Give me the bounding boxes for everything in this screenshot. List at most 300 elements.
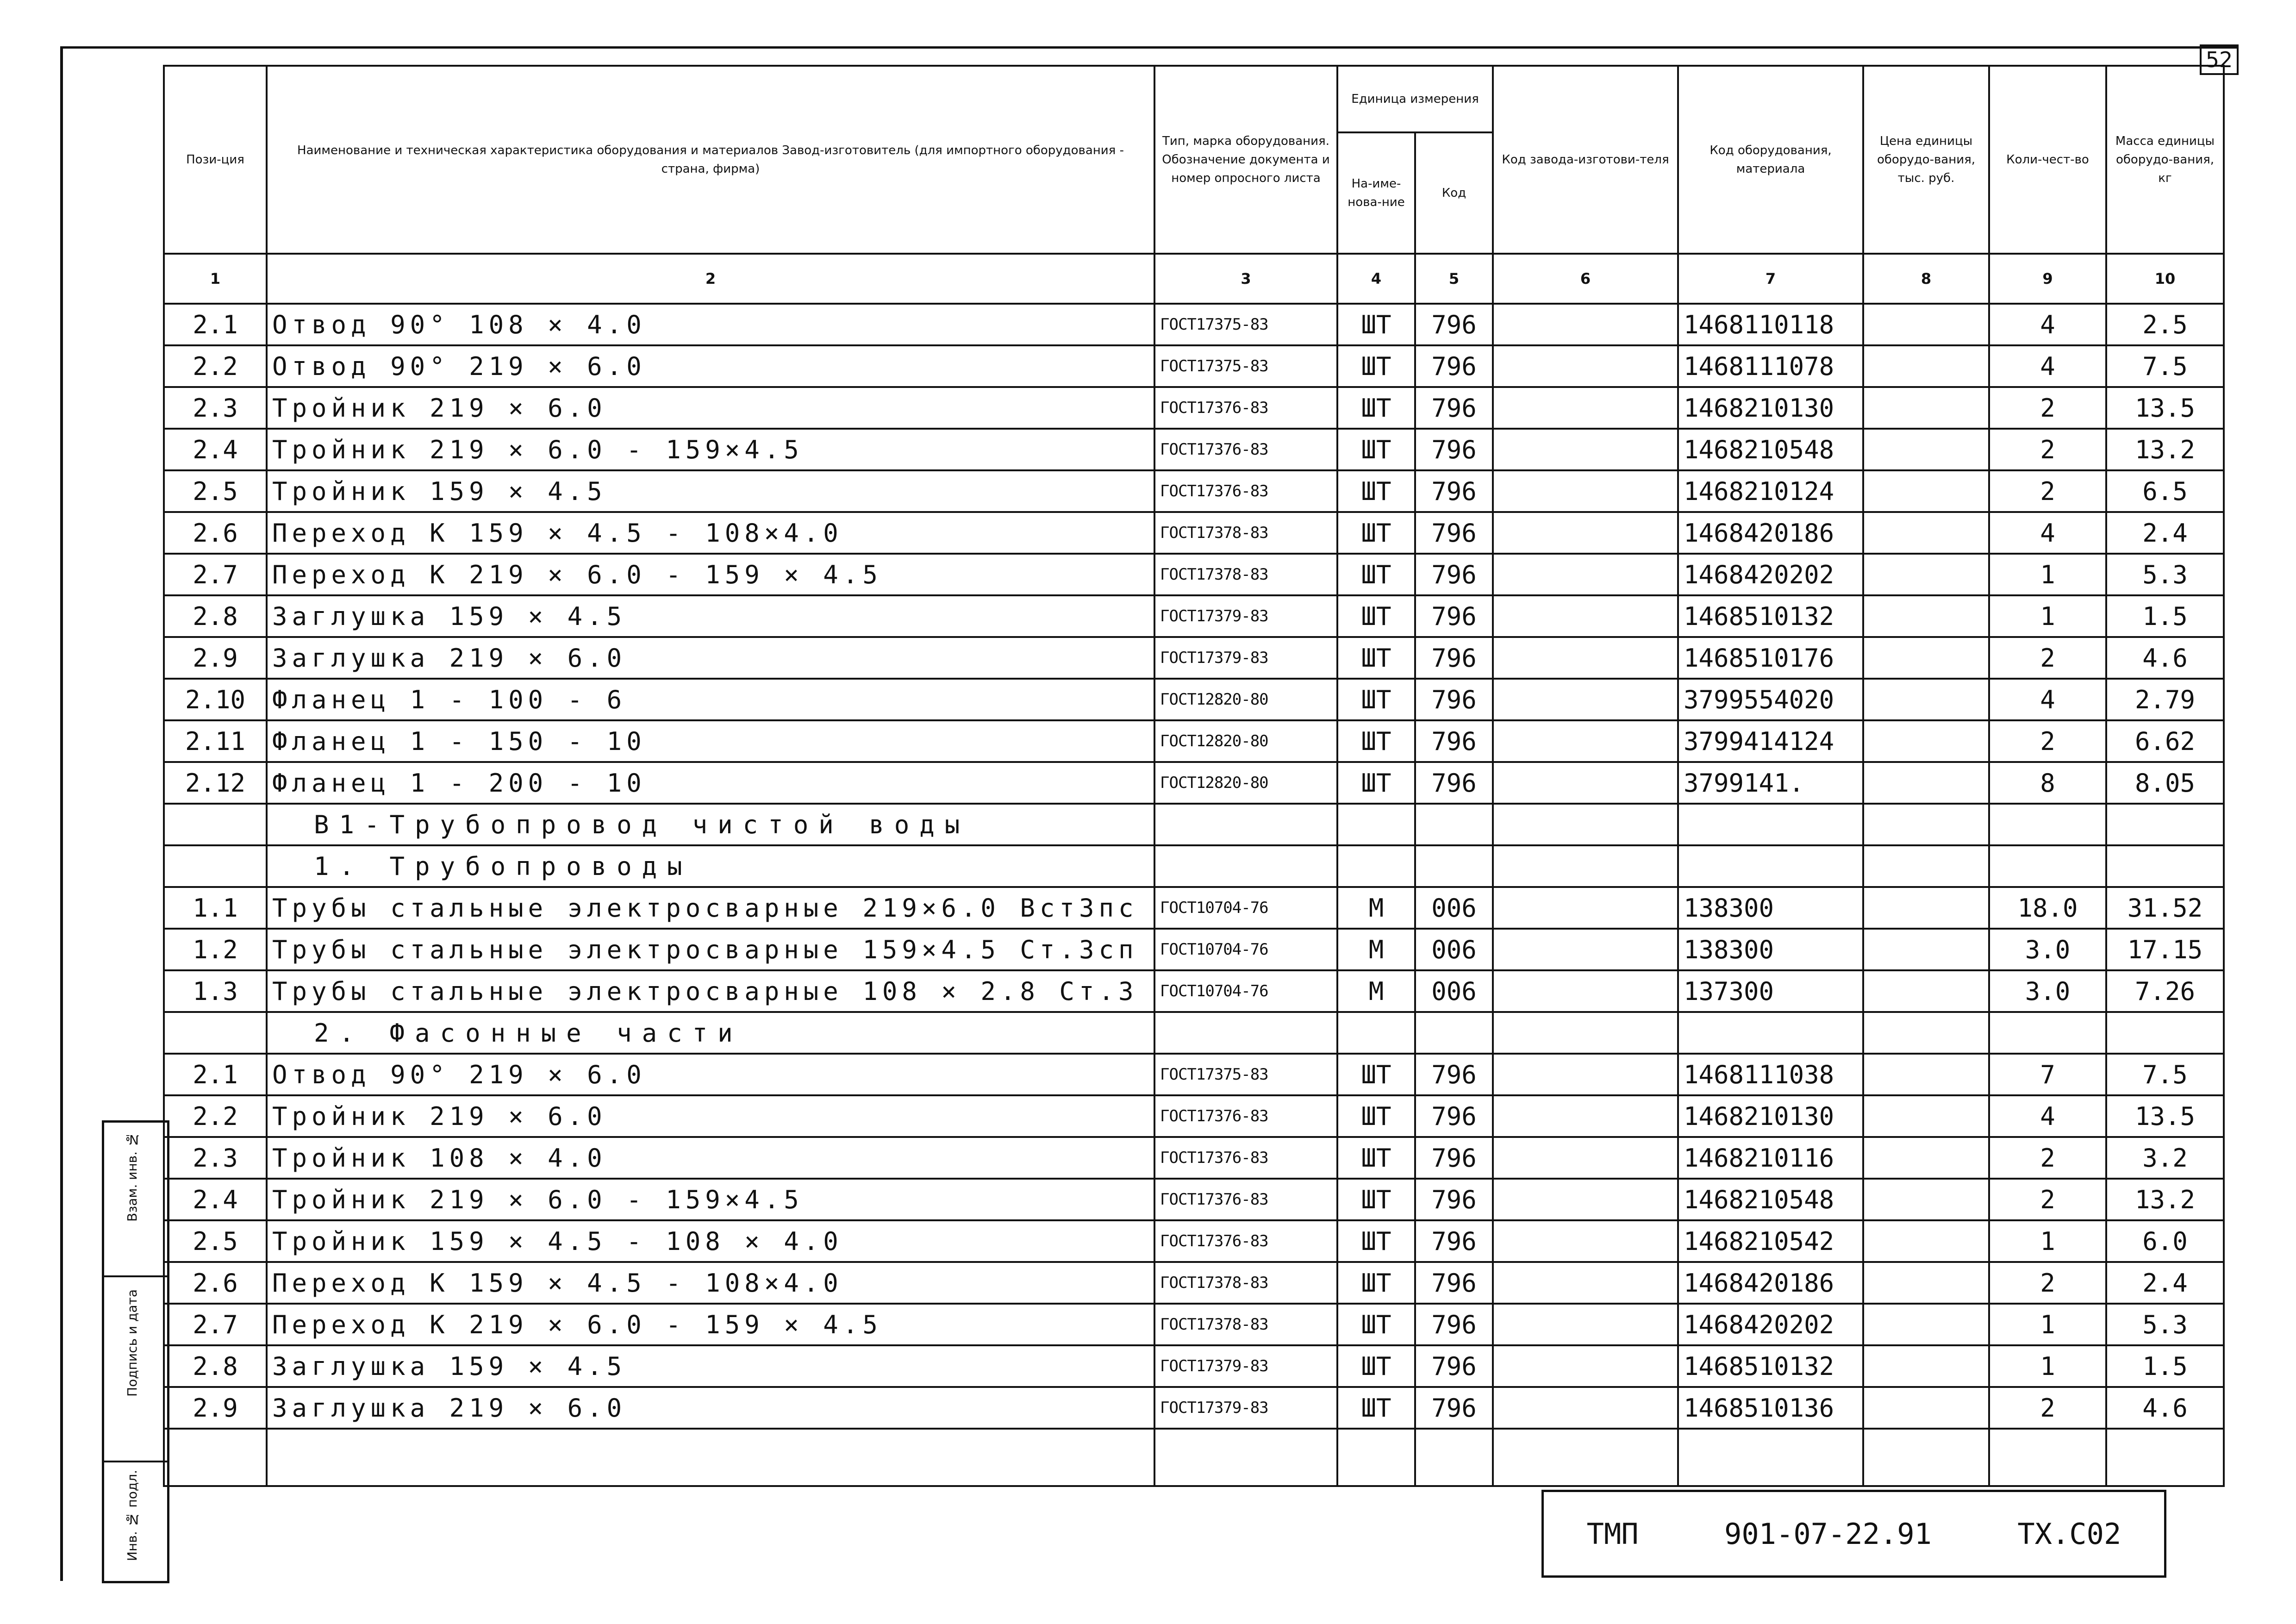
- cell-unit: [1337, 1012, 1415, 1054]
- cell-price: [1863, 1137, 1989, 1179]
- cell-equipment-code: 1468210130: [1678, 1095, 1863, 1137]
- cell-quantity: 4: [1989, 304, 2106, 345]
- cell-mass: 2.79: [2106, 679, 2224, 720]
- cell-equipment-code: 1468420202: [1678, 1304, 1863, 1345]
- cell-quantity: 2: [1989, 1387, 2106, 1429]
- cell-mass: 6.0: [2106, 1220, 2224, 1262]
- cell-quantity: 18.0: [1989, 887, 2106, 929]
- empty-cell: [1154, 1429, 1337, 1486]
- cell-name: Заглушка 159 × 4.5: [267, 1345, 1154, 1387]
- side-label-replaced: Взам. инв. №: [125, 1132, 140, 1222]
- cell-unit-code: [1415, 845, 1493, 887]
- col-number: 10: [2106, 254, 2224, 304]
- cell-position: 1.2: [164, 929, 267, 970]
- cell-position: 2.10: [164, 679, 267, 720]
- empty-cell: [164, 1429, 267, 1486]
- cell-equipment-code: 3799141.: [1678, 762, 1863, 804]
- cell-maker-code: [1493, 929, 1678, 970]
- cell-unit-code: [1415, 804, 1493, 845]
- cell-unit: ШТ: [1337, 679, 1415, 720]
- cell-maker-code: [1493, 1137, 1678, 1179]
- cell-unit-code: 796: [1415, 595, 1493, 637]
- cell-standard: ГОСТ17376-83: [1154, 387, 1337, 429]
- header-price: Цена единицы оборудо-вания, тыс. руб.: [1863, 66, 1989, 254]
- cell-price: [1863, 1220, 1989, 1262]
- table-row: [164, 1345, 2224, 1387]
- cell-name: Отвод 90° 108 × 4.0: [267, 304, 1154, 345]
- cell-unit: ШТ: [1337, 637, 1415, 679]
- cell-maker-code: [1493, 720, 1678, 762]
- cell-unit: М: [1337, 970, 1415, 1012]
- cell-unit-code: 796: [1415, 720, 1493, 762]
- cell-standard: ГОСТ17376-83: [1154, 1179, 1337, 1220]
- side-stamp: [102, 1120, 169, 1583]
- table-row: [164, 345, 2224, 387]
- cell-name: В1-Трубопровод чистой воды: [267, 804, 1154, 845]
- cell-unit: [1337, 804, 1415, 845]
- cell-price: [1863, 1054, 1989, 1095]
- cell-quantity: 2: [1989, 720, 2106, 762]
- cell-unit: ШТ: [1337, 1304, 1415, 1345]
- cell-unit: ШТ: [1337, 720, 1415, 762]
- cell-position: 2.6: [164, 1262, 267, 1304]
- cell-unit: ШТ: [1337, 1095, 1415, 1137]
- cell-equipment-code: 1468420186: [1678, 512, 1863, 554]
- cell-unit-code: 796: [1415, 387, 1493, 429]
- cell-standard: ГОСТ12820-80: [1154, 679, 1337, 720]
- cell-position: 2.3: [164, 1137, 267, 1179]
- table-row: [164, 845, 2224, 887]
- cell-position: 2.4: [164, 429, 267, 470]
- cell-unit: ШТ: [1337, 554, 1415, 595]
- cell-standard: ГОСТ17376-83: [1154, 1095, 1337, 1137]
- cell-price: [1863, 637, 1989, 679]
- cell-unit-code: 006: [1415, 929, 1493, 970]
- cell-quantity: 3.0: [1989, 970, 2106, 1012]
- cell-equipment-code: 1468210130: [1678, 387, 1863, 429]
- cell-equipment-code: 1468111078: [1678, 345, 1863, 387]
- col-number: 7: [1678, 254, 1863, 304]
- title-stamp: [1541, 1490, 2166, 1578]
- cell-unit-code: 796: [1415, 1387, 1493, 1429]
- cell-equipment-code: 1468210548: [1678, 1179, 1863, 1220]
- cell-standard: ГОСТ12820-80: [1154, 720, 1337, 762]
- cell-maker-code: [1493, 1054, 1678, 1095]
- cell-price: [1863, 470, 1989, 512]
- cell-unit: ШТ: [1337, 1137, 1415, 1179]
- cell-maker-code: [1493, 595, 1678, 637]
- cell-price: [1863, 887, 1989, 929]
- cell-mass: [2106, 1012, 2224, 1054]
- cell-quantity: 4: [1989, 512, 2106, 554]
- col-number: 3: [1154, 254, 1337, 304]
- cell-unit-code: 796: [1415, 1304, 1493, 1345]
- cell-unit: ШТ: [1337, 1179, 1415, 1220]
- cell-price: [1863, 679, 1989, 720]
- cell-unit-code: 796: [1415, 762, 1493, 804]
- column-number-row: [164, 254, 2224, 304]
- cell-quantity: 1: [1989, 595, 2106, 637]
- header-unit-name: На-име-нова-ние: [1337, 132, 1415, 254]
- cell-maker-code: [1493, 1095, 1678, 1137]
- cell-maker-code: [1493, 1220, 1678, 1262]
- cell-mass: 5.3: [2106, 1304, 2224, 1345]
- cell-maker-code: [1493, 970, 1678, 1012]
- cell-position: 2.6: [164, 512, 267, 554]
- cell-quantity: 1: [1989, 1220, 2106, 1262]
- cell-quantity: 2: [1989, 1179, 2106, 1220]
- cell-position: 2.7: [164, 1304, 267, 1345]
- cell-position: 1.3: [164, 970, 267, 1012]
- side-cell: [104, 1123, 167, 1277]
- cell-standard: ГОСТ10704-76: [1154, 929, 1337, 970]
- cell-position: 2.9: [164, 637, 267, 679]
- cell-unit-code: 796: [1415, 429, 1493, 470]
- cell-quantity: [1989, 804, 2106, 845]
- cell-quantity: 1: [1989, 554, 2106, 595]
- cell-maker-code: [1493, 637, 1678, 679]
- table-row: [164, 1387, 2224, 1429]
- table-row: [164, 1054, 2224, 1095]
- stamp-project: 901-07-22.91: [1724, 1517, 1932, 1551]
- cell-quantity: 3.0: [1989, 929, 2106, 970]
- side-cell: [104, 1275, 167, 1462]
- table-row: [164, 387, 2224, 429]
- cell-unit-code: 796: [1415, 1137, 1493, 1179]
- cell-price: [1863, 345, 1989, 387]
- page-number: 52: [2200, 44, 2239, 75]
- cell-quantity: 2: [1989, 429, 2106, 470]
- cell-standard: ГОСТ17379-83: [1154, 637, 1337, 679]
- cell-unit-code: [1415, 1012, 1493, 1054]
- cell-quantity: 2: [1989, 1262, 2106, 1304]
- cell-position: 2.12: [164, 762, 267, 804]
- cell-quantity: 2: [1989, 1137, 2106, 1179]
- cell-name: Тройник 159 × 4.5 - 108 × 4.0: [267, 1220, 1154, 1262]
- cell-mass: [2106, 845, 2224, 887]
- cell-unit-code: 796: [1415, 304, 1493, 345]
- cell-maker-code: [1493, 1387, 1678, 1429]
- side-label-inventory: Инв. № подл.: [125, 1470, 140, 1562]
- cell-name: Трубы стальные электросварные 159×4.5 Ст.3сп: [267, 929, 1154, 970]
- cell-price: [1863, 1095, 1989, 1137]
- cell-equipment-code: 1468210542: [1678, 1220, 1863, 1262]
- cell-equipment-code: [1678, 1012, 1863, 1054]
- cell-name: Переход К 219 × 6.0 - 159 × 4.5: [267, 554, 1154, 595]
- table-row: [164, 429, 2224, 470]
- empty-cell: [1678, 1429, 1863, 1486]
- cell-price: [1863, 970, 1989, 1012]
- cell-maker-code: [1493, 470, 1678, 512]
- cell-quantity: 4: [1989, 679, 2106, 720]
- cell-name: Трубы стальные электросварные 108 × 2.8 Ст.3: [267, 970, 1154, 1012]
- cell-price: [1863, 762, 1989, 804]
- header-name: Наименование и техническая характеристика оборудования и материалов Завод-изготовитель (для импортного оборудования - страна, фирма): [267, 66, 1154, 254]
- cell-price: [1863, 1345, 1989, 1387]
- cell-standard: ГОСТ12820-80: [1154, 762, 1337, 804]
- cell-unit-code: 796: [1415, 1179, 1493, 1220]
- cell-standard: ГОСТ10704-76: [1154, 970, 1337, 1012]
- cell-price: [1863, 929, 1989, 970]
- cell-standard: ГОСТ10704-76: [1154, 887, 1337, 929]
- cell-standard: ГОСТ17375-83: [1154, 1054, 1337, 1095]
- cell-name: Фланец 1 - 150 - 10: [267, 720, 1154, 762]
- cell-mass: 5.3: [2106, 554, 2224, 595]
- cell-maker-code: [1493, 1012, 1678, 1054]
- table-row: [164, 1012, 2224, 1054]
- cell-unit-code: 796: [1415, 554, 1493, 595]
- cell-price: [1863, 1012, 1989, 1054]
- header-mass: Масса единицы оборудо-вания, кг: [2106, 66, 2224, 254]
- table-row: [164, 720, 2224, 762]
- cell-price: [1863, 387, 1989, 429]
- cell-mass: 13.2: [2106, 429, 2224, 470]
- cell-unit: ШТ: [1337, 762, 1415, 804]
- cell-maker-code: [1493, 845, 1678, 887]
- cell-price: [1863, 304, 1989, 345]
- cell-name: Переход К 219 × 6.0 - 159 × 4.5: [267, 1304, 1154, 1345]
- cell-unit: ШТ: [1337, 512, 1415, 554]
- cell-quantity: 8: [1989, 762, 2106, 804]
- empty-cell: [1415, 1429, 1493, 1486]
- cell-mass: 3.2: [2106, 1137, 2224, 1179]
- header-row: [164, 66, 2224, 132]
- cell-position: 2.11: [164, 720, 267, 762]
- cell-standard: ГОСТ17378-83: [1154, 554, 1337, 595]
- cell-name: Тройник 108 × 4.0: [267, 1137, 1154, 1179]
- cell-maker-code: [1493, 1262, 1678, 1304]
- cell-mass: 31.52: [2106, 887, 2224, 929]
- cell-mass: 2.4: [2106, 512, 2224, 554]
- cell-unit-code: 796: [1415, 1095, 1493, 1137]
- cell-equipment-code: [1678, 804, 1863, 845]
- cell-maker-code: [1493, 512, 1678, 554]
- cell-unit: ШТ: [1337, 429, 1415, 470]
- cell-maker-code: [1493, 1304, 1678, 1345]
- table-body: [164, 304, 2224, 1486]
- header-qty: Коли-чест-во: [1989, 66, 2106, 254]
- cell-price: [1863, 845, 1989, 887]
- cell-equipment-code: 1468510132: [1678, 1345, 1863, 1387]
- cell-position: 2.2: [164, 1095, 267, 1137]
- cell-equipment-code: 1468420186: [1678, 1262, 1863, 1304]
- cell-maker-code: [1493, 429, 1678, 470]
- cell-unit: ШТ: [1337, 345, 1415, 387]
- cell-name: Тройник 219 × 6.0 - 159×4.5: [267, 1179, 1154, 1220]
- cell-unit-code: 796: [1415, 637, 1493, 679]
- cell-mass: 6.62: [2106, 720, 2224, 762]
- cell-maker-code: [1493, 887, 1678, 929]
- col-number: 9: [1989, 254, 2106, 304]
- cell-unit-code: 796: [1415, 1345, 1493, 1387]
- cell-unit-code: 796: [1415, 1220, 1493, 1262]
- cell-unit: [1337, 845, 1415, 887]
- cell-maker-code: [1493, 387, 1678, 429]
- table-row: [164, 1137, 2224, 1179]
- cell-position: 2.8: [164, 1345, 267, 1387]
- cell-standard: ГОСТ17379-83: [1154, 595, 1337, 637]
- cell-unit-code: 006: [1415, 887, 1493, 929]
- header-equip-code: Код оборудования, материала: [1678, 66, 1863, 254]
- cell-unit: М: [1337, 929, 1415, 970]
- cell-mass: 4.6: [2106, 1387, 2224, 1429]
- header-unit-code: Код: [1415, 132, 1493, 254]
- col-number: 5: [1415, 254, 1493, 304]
- header-unit-group: Единица измерения: [1337, 66, 1493, 132]
- empty-row: [164, 1429, 2224, 1486]
- cell-position: [164, 804, 267, 845]
- cell-name: Тройник 159 × 4.5: [267, 470, 1154, 512]
- cell-standard: ГОСТ17376-83: [1154, 1137, 1337, 1179]
- table-row: [164, 1179, 2224, 1220]
- table-row: [164, 804, 2224, 845]
- cell-mass: 6.5: [2106, 470, 2224, 512]
- cell-name: Отвод 90° 219 × 6.0: [267, 345, 1154, 387]
- col-number: 2: [267, 254, 1154, 304]
- cell-quantity: 2: [1989, 470, 2106, 512]
- cell-equipment-code: 1468111038: [1678, 1054, 1863, 1095]
- cell-name: Переход К 159 × 4.5 - 108×4.0: [267, 512, 1154, 554]
- cell-position: 2.2: [164, 345, 267, 387]
- cell-price: [1863, 720, 1989, 762]
- header-type: Тип, марка оборудования. Обозначение документа и номер опросного листа: [1154, 66, 1337, 254]
- cell-unit-code: 796: [1415, 1054, 1493, 1095]
- cell-unit-code: 796: [1415, 345, 1493, 387]
- cell-maker-code: [1493, 762, 1678, 804]
- table-row: [164, 887, 2224, 929]
- cell-standard: [1154, 1012, 1337, 1054]
- cell-position: 2.5: [164, 1220, 267, 1262]
- cell-quantity: 1: [1989, 1304, 2106, 1345]
- cell-maker-code: [1493, 345, 1678, 387]
- cell-equipment-code: 138300: [1678, 929, 1863, 970]
- cell-unit: М: [1337, 887, 1415, 929]
- cell-name: Заглушка 219 × 6.0: [267, 637, 1154, 679]
- table-row: [164, 304, 2224, 345]
- empty-cell: [1337, 1429, 1415, 1486]
- cell-name: Трубы стальные электросварные 219×6.0 Вст3пс: [267, 887, 1154, 929]
- empty-cell: [2106, 1429, 2224, 1486]
- cell-standard: ГОСТ17378-83: [1154, 1304, 1337, 1345]
- cell-unit-code: 796: [1415, 679, 1493, 720]
- cell-quantity: 2: [1989, 637, 2106, 679]
- cell-unit: ШТ: [1337, 1054, 1415, 1095]
- table-row: [164, 1220, 2224, 1262]
- cell-price: [1863, 1304, 1989, 1345]
- cell-quantity: [1989, 1012, 2106, 1054]
- cell-mass: 13.5: [2106, 387, 2224, 429]
- cell-unit: ШТ: [1337, 470, 1415, 512]
- table-row: [164, 1304, 2224, 1345]
- cell-mass: 4.6: [2106, 637, 2224, 679]
- cell-maker-code: [1493, 1345, 1678, 1387]
- cell-maker-code: [1493, 679, 1678, 720]
- side-cell: [104, 1461, 167, 1579]
- cell-mass: 2.5: [2106, 304, 2224, 345]
- cell-equipment-code: 3799554020: [1678, 679, 1863, 720]
- table-row: [164, 470, 2224, 512]
- cell-equipment-code: 1468510136: [1678, 1387, 1863, 1429]
- cell-mass: 13.5: [2106, 1095, 2224, 1137]
- cell-position: 2.5: [164, 470, 267, 512]
- stamp-sheet: ТХ.С02: [2017, 1517, 2121, 1551]
- side-label-signature: Подпись и дата: [125, 1289, 140, 1397]
- cell-quantity: 4: [1989, 345, 2106, 387]
- cell-price: [1863, 429, 1989, 470]
- empty-cell: [1989, 1429, 2106, 1486]
- cell-equipment-code: 1468510132: [1678, 595, 1863, 637]
- cell-unit: ШТ: [1337, 387, 1415, 429]
- cell-name: Переход К 159 × 4.5 - 108×4.0: [267, 1262, 1154, 1304]
- col-number: 6: [1493, 254, 1678, 304]
- empty-cell: [267, 1429, 1154, 1486]
- stamp-series: ТМП: [1586, 1517, 1639, 1551]
- cell-price: [1863, 1179, 1989, 1220]
- cell-unit-code: 796: [1415, 512, 1493, 554]
- cell-price: [1863, 1387, 1989, 1429]
- cell-price: [1863, 512, 1989, 554]
- cell-equipment-code: 3799414124: [1678, 720, 1863, 762]
- cell-mass: 1.5: [2106, 595, 2224, 637]
- table-row: [164, 637, 2224, 679]
- cell-mass: 8.05: [2106, 762, 2224, 804]
- cell-mass: 13.2: [2106, 1179, 2224, 1220]
- cell-standard: ГОСТ17375-83: [1154, 304, 1337, 345]
- cell-position: 2.9: [164, 1387, 267, 1429]
- cell-equipment-code: 138300: [1678, 887, 1863, 929]
- cell-unit: ШТ: [1337, 1220, 1415, 1262]
- cell-equipment-code: 1468420202: [1678, 554, 1863, 595]
- table-row: [164, 1262, 2224, 1304]
- cell-mass: 2.4: [2106, 1262, 2224, 1304]
- cell-position: 2.7: [164, 554, 267, 595]
- col-number: 4: [1337, 254, 1415, 304]
- cell-price: [1863, 1262, 1989, 1304]
- cell-unit: ШТ: [1337, 595, 1415, 637]
- cell-quantity: [1989, 845, 2106, 887]
- cell-standard: [1154, 845, 1337, 887]
- cell-name: Заглушка 159 × 4.5: [267, 595, 1154, 637]
- cell-position: 2.1: [164, 1054, 267, 1095]
- cell-quantity: 4: [1989, 1095, 2106, 1137]
- cell-unit-code: 796: [1415, 470, 1493, 512]
- cell-standard: ГОСТ17376-83: [1154, 470, 1337, 512]
- cell-position: 2.8: [164, 595, 267, 637]
- cell-position: [164, 1012, 267, 1054]
- cell-unit-code: 006: [1415, 970, 1493, 1012]
- cell-equipment-code: 1468210124: [1678, 470, 1863, 512]
- header-maker-code: Код завода-изготови-теля: [1493, 66, 1678, 254]
- table-row: [164, 595, 2224, 637]
- empty-cell: [1493, 1429, 1678, 1486]
- cell-equipment-code: 1468510176: [1678, 637, 1863, 679]
- cell-position: 2.1: [164, 304, 267, 345]
- col-number: 1: [164, 254, 267, 304]
- cell-standard: ГОСТ17379-83: [1154, 1345, 1337, 1387]
- cell-name: 2. Фасонные части: [267, 1012, 1154, 1054]
- cell-position: 1.1: [164, 887, 267, 929]
- cell-maker-code: [1493, 804, 1678, 845]
- cell-quantity: 2: [1989, 387, 2106, 429]
- cell-price: [1863, 595, 1989, 637]
- cell-standard: ГОСТ17378-83: [1154, 512, 1337, 554]
- cell-equipment-code: 1468110118: [1678, 304, 1863, 345]
- cell-unit: ШТ: [1337, 1262, 1415, 1304]
- cell-standard: ГОСТ17379-83: [1154, 1387, 1337, 1429]
- cell-maker-code: [1493, 304, 1678, 345]
- cell-mass: [2106, 804, 2224, 845]
- cell-standard: ГОСТ17375-83: [1154, 345, 1337, 387]
